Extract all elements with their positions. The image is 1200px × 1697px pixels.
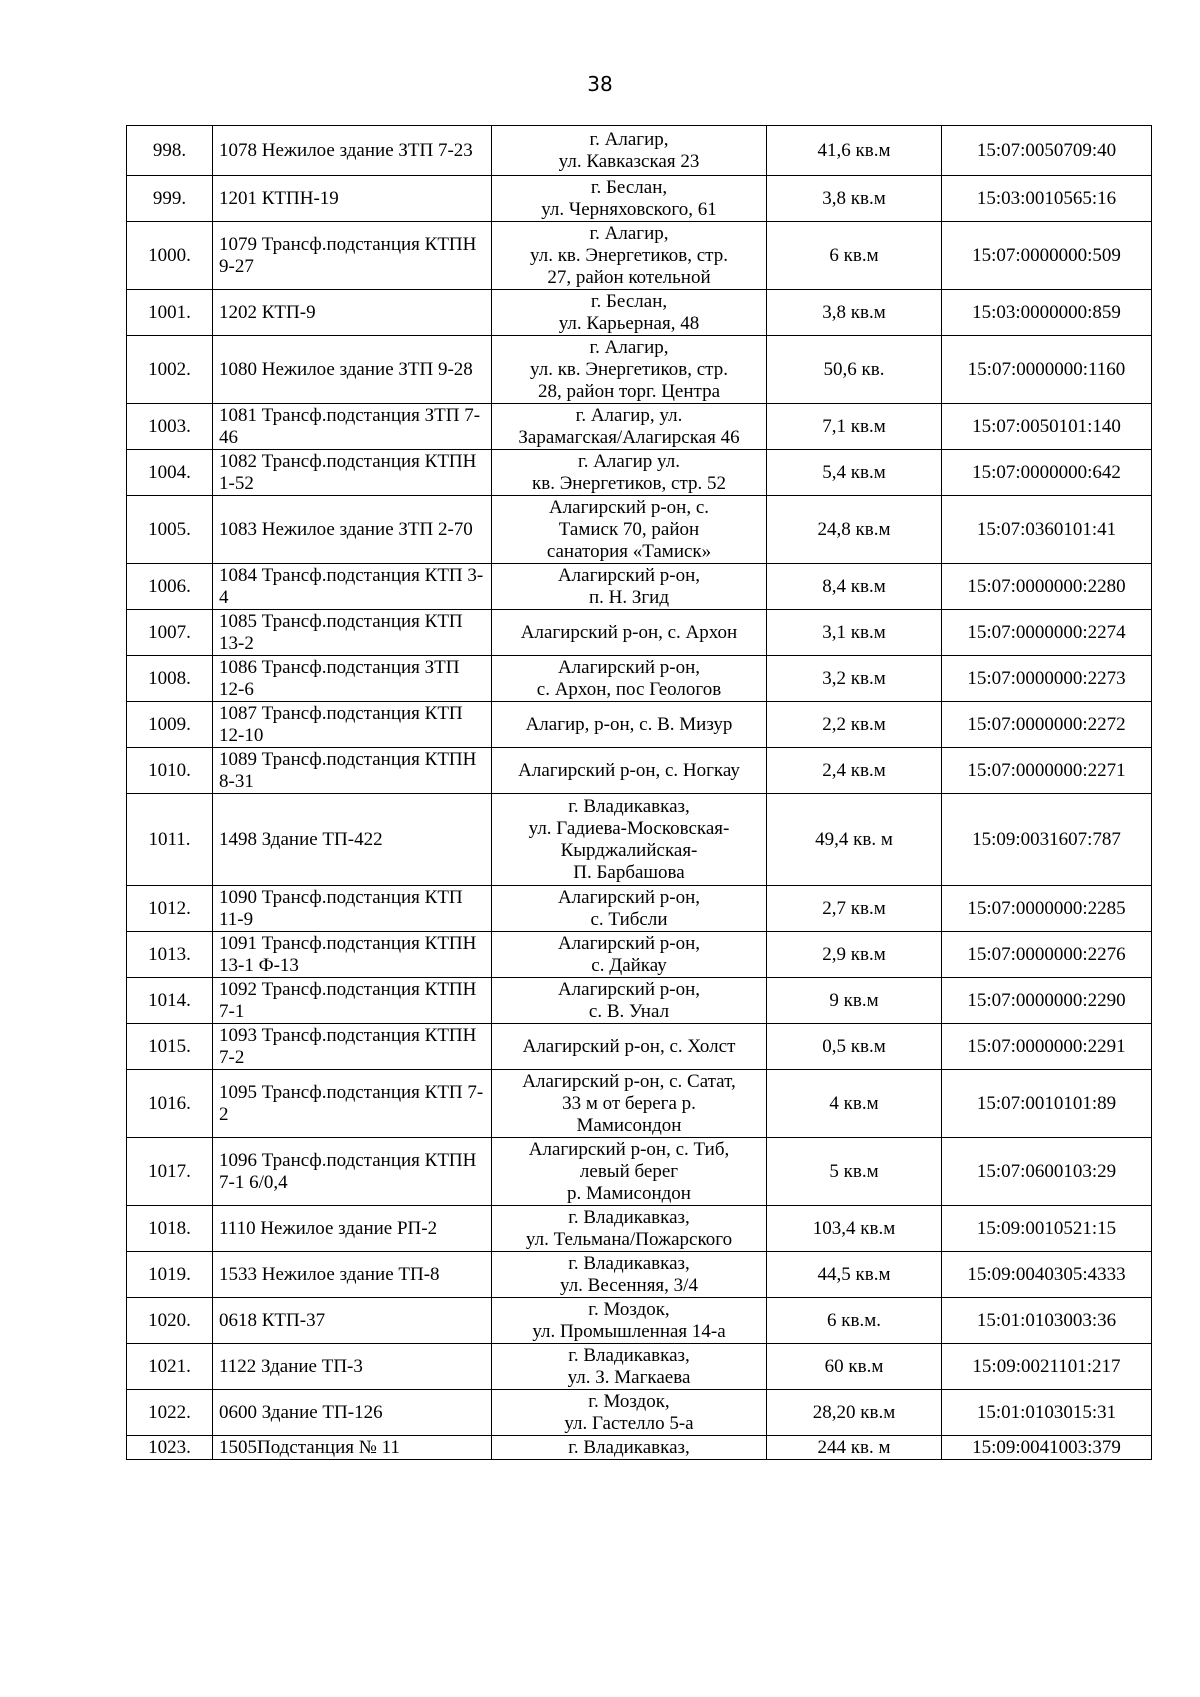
row-number: 1000. [127,222,213,290]
row-number: 1020. [127,1298,213,1344]
object-address: г. Владикавказ, ул. Весенняя, 3/4 [492,1252,767,1298]
table-body [127,126,1152,1460]
table-row [127,656,1152,702]
row-number: 1007. [127,610,213,656]
row-number: 1008. [127,656,213,702]
cadastral-number: 15:09:0010521:15 [942,1206,1152,1252]
object-address: Алагир, р-он, с. В. Мизур [492,702,767,748]
object-area: 5,4 кв.м [767,450,942,496]
object-address: Алагирский р-он, с. Архон, пос Геологов [492,656,767,702]
cadastral-number: 15:07:0050709:40 [942,126,1152,176]
object-address: г. Алагир, ул. Зарамагская/Алагирская 46 [492,404,767,450]
object-area: 2,2 кв.м [767,702,942,748]
object-address: Алагирский р-он, с. В. Унал [492,978,767,1024]
object-name: 1089 Трансф.подстанция КТПН 8-31 [213,748,492,794]
object-address: г. Моздок, ул. Гастелло 5-а [492,1390,767,1436]
table-row [127,748,1152,794]
object-area: 4 кв.м [767,1070,942,1138]
object-area: 49,4 кв. м [767,794,942,886]
object-name: 0600 Здание ТП-126 [213,1390,492,1436]
page-number: 38 [587,72,613,96]
row-number: 1009. [127,702,213,748]
cadastral-number: 15:07:0000000:2272 [942,702,1152,748]
object-address: г. Алагир, ул. кв. Энергетиков, стр. 28, район торг. Центра [492,336,767,404]
object-area: 6 кв.м. [767,1298,942,1344]
object-name: 1087 Трансф.подстанция КТП 12-10 [213,702,492,748]
cadastral-number: 15:07:0000000:2280 [942,564,1152,610]
object-name: 1082 Трансф.подстанция КТПН 1-52 [213,450,492,496]
object-address: г. Беслан, ул. Карьерная, 48 [492,290,767,336]
object-address: Алагирский р-он, п. Н. Згид [492,564,767,610]
object-name: 1498 Здание ТП-422 [213,794,492,886]
object-address: Алагирский р-он, с. Тиб, левый берег р. Мамисондон [492,1138,767,1206]
object-area: 3,8 кв.м [767,290,942,336]
row-number: 1010. [127,748,213,794]
object-area: 2,4 кв.м [767,748,942,794]
object-address: г. Владикавказ, ул. Тельмана/Пожарского [492,1206,767,1252]
cadastral-number: 15:07:0000000:2291 [942,1024,1152,1070]
table-row [127,1344,1152,1390]
table-row [127,450,1152,496]
object-name: 1080 Нежилое здание ЗТП 9-28 [213,336,492,404]
cadastral-number: 15:07:0000000:2274 [942,610,1152,656]
object-name: 0618 КТП-37 [213,1298,492,1344]
object-name: 1202 КТП-9 [213,290,492,336]
object-name: 1090 Трансф.подстанция КТП 11-9 [213,886,492,932]
row-number: 1015. [127,1024,213,1070]
row-number: 1021. [127,1344,213,1390]
object-name: 1092 Трансф.подстанция КТПН 7-1 [213,978,492,1024]
object-area: 6 кв.м [767,222,942,290]
table-row [127,702,1152,748]
cadastral-number: 15:07:0010101:89 [942,1070,1152,1138]
object-area: 3,2 кв.м [767,656,942,702]
cadastral-number: 15:07:0050101:140 [942,404,1152,450]
object-name: 1083 Нежилое здание ЗТП 2-70 [213,496,492,564]
cadastral-number: 15:09:0041003:379 [942,1436,1152,1460]
row-number: 1012. [127,886,213,932]
object-area: 60 кв.м [767,1344,942,1390]
table-row [127,1252,1152,1298]
object-area: 244 кв. м [767,1436,942,1460]
row-number: 1023. [127,1436,213,1460]
object-address: г. Моздок, ул. Промышленная 14-а [492,1298,767,1344]
cadastral-number: 15:03:0000000:859 [942,290,1152,336]
object-address: г. Владикавказ, [492,1436,767,1460]
table-row [127,1436,1152,1460]
object-address: Алагирский р-он, с. Архон [492,610,767,656]
row-number: 1003. [127,404,213,450]
cadastral-number: 15:07:0360101:41 [942,496,1152,564]
row-number: 1011. [127,794,213,886]
cadastral-number: 15:09:0040305:4333 [942,1252,1152,1298]
row-number: 1005. [127,496,213,564]
object-area: 7,1 кв.м [767,404,942,450]
table-row [127,1206,1152,1252]
object-area: 44,5 кв.м [767,1252,942,1298]
table-row [127,126,1152,176]
row-number: 1016. [127,1070,213,1138]
object-name: 1096 Трансф.подстанция КТПН 7-1 6/0,4 [213,1138,492,1206]
cadastral-number: 15:03:0010565:16 [942,176,1152,222]
object-area: 8,4 кв.м [767,564,942,610]
object-area: 2,7 кв.м [767,886,942,932]
cadastral-number: 15:07:0000000:2285 [942,886,1152,932]
table-row [127,886,1152,932]
object-area: 24,8 кв.м [767,496,942,564]
object-name: 1091 Трансф.подстанция КТПН 13-1 Ф-13 [213,932,492,978]
object-area: 5 кв.м [767,1138,942,1206]
object-address: г. Алагир, ул. кв. Энергетиков, стр. 27, район котельной [492,222,767,290]
object-name: 1122 Здание ТП-3 [213,1344,492,1390]
object-name: 1093 Трансф.подстанция КТПН 7-2 [213,1024,492,1070]
object-name: 1533 Нежилое здание ТП-8 [213,1252,492,1298]
cadastral-number: 15:07:0000000:2273 [942,656,1152,702]
object-address: г. Алагир ул. кв. Энергетиков, стр. 52 [492,450,767,496]
object-address: Алагирский р-он, с. Холст [492,1024,767,1070]
object-area: 3,8 кв.м [767,176,942,222]
cadastral-number: 15:07:0000000:642 [942,450,1152,496]
object-name: 1084 Трансф.подстанция КТП 3-4 [213,564,492,610]
object-area: 3,1 кв.м [767,610,942,656]
object-address: Алагирский р-он, с. Ногкау [492,748,767,794]
cadastral-number: 15:07:0000000:509 [942,222,1152,290]
cadastral-number: 15:09:0021101:217 [942,1344,1152,1390]
object-address: Алагирский р-он, с. Тибсли [492,886,767,932]
row-number: 1022. [127,1390,213,1436]
table-row [127,978,1152,1024]
object-area: 2,9 кв.м [767,932,942,978]
object-name: 1078 Нежилое здание ЗТП 7-23 [213,126,492,176]
object-name: 1095 Трансф.подстанция КТП 7-2 [213,1070,492,1138]
property-table [126,125,1152,1460]
object-address: Алагирский р-он, с. Тамиск 70, район санатория «Тамиск» [492,496,767,564]
row-number: 1018. [127,1206,213,1252]
table-row [127,222,1152,290]
object-name: 1085 Трансф.подстанция КТП 13-2 [213,610,492,656]
row-number: 999. [127,176,213,222]
table-row [127,290,1152,336]
row-number: 1013. [127,932,213,978]
object-area: 50,6 кв. [767,336,942,404]
table-row [127,1298,1152,1344]
table-row [127,610,1152,656]
row-number: 1014. [127,978,213,1024]
object-name: 1110 Нежилое здание РП-2 [213,1206,492,1252]
row-number: 1019. [127,1252,213,1298]
row-number: 1006. [127,564,213,610]
cadastral-number: 15:07:0000000:1160 [942,336,1152,404]
cadastral-number: 15:01:0103015:31 [942,1390,1152,1436]
table-row [127,1024,1152,1070]
object-area: 0,5 кв.м [767,1024,942,1070]
object-area: 103,4 кв.м [767,1206,942,1252]
object-name: 1505Подстанция № 11 [213,1436,492,1460]
object-area: 28,20 кв.м [767,1390,942,1436]
table-row [127,176,1152,222]
cadastral-number: 15:07:0600103:29 [942,1138,1152,1206]
object-name: 1079 Трансф.подстанция КТПН 9-27 [213,222,492,290]
table-row [127,564,1152,610]
row-number: 1004. [127,450,213,496]
row-number: 1002. [127,336,213,404]
object-area: 9 кв.м [767,978,942,1024]
table-row [127,1390,1152,1436]
row-number: 1001. [127,290,213,336]
table-row [127,496,1152,564]
object-address: Алагирский р-он, с. Дайкау [492,932,767,978]
object-address: г. Владикавказ, ул. З. Магкаева [492,1344,767,1390]
table-row [127,1138,1152,1206]
table-row [127,336,1152,404]
table-row [127,1070,1152,1138]
object-name: 1201 КТПН-19 [213,176,492,222]
object-name: 1081 Трансф.подстанция ЗТП 7-46 [213,404,492,450]
table-row [127,932,1152,978]
object-address: г. Беслан, ул. Черняховского, 61 [492,176,767,222]
cadastral-number: 15:01:0103003:36 [942,1298,1152,1344]
object-name: 1086 Трансф.подстанция ЗТП 12-6 [213,656,492,702]
row-number: 998. [127,126,213,176]
cadastral-number: 15:07:0000000:2276 [942,932,1152,978]
table-row [127,404,1152,450]
object-address: г. Владикавказ, ул. Гадиева-Московская- Кырджалийская- П. Барбашова [492,794,767,886]
object-address: Алагирский р-он, с. Сатат, 33 м от берега р. Мамисондон [492,1070,767,1138]
object-area: 41,6 кв.м [767,126,942,176]
cadastral-number: 15:09:0031607:787 [942,794,1152,886]
table-row [127,794,1152,886]
cadastral-number: 15:07:0000000:2271 [942,748,1152,794]
object-address: г. Алагир, ул. Кавказская 23 [492,126,767,176]
cadastral-number: 15:07:0000000:2290 [942,978,1152,1024]
row-number: 1017. [127,1138,213,1206]
